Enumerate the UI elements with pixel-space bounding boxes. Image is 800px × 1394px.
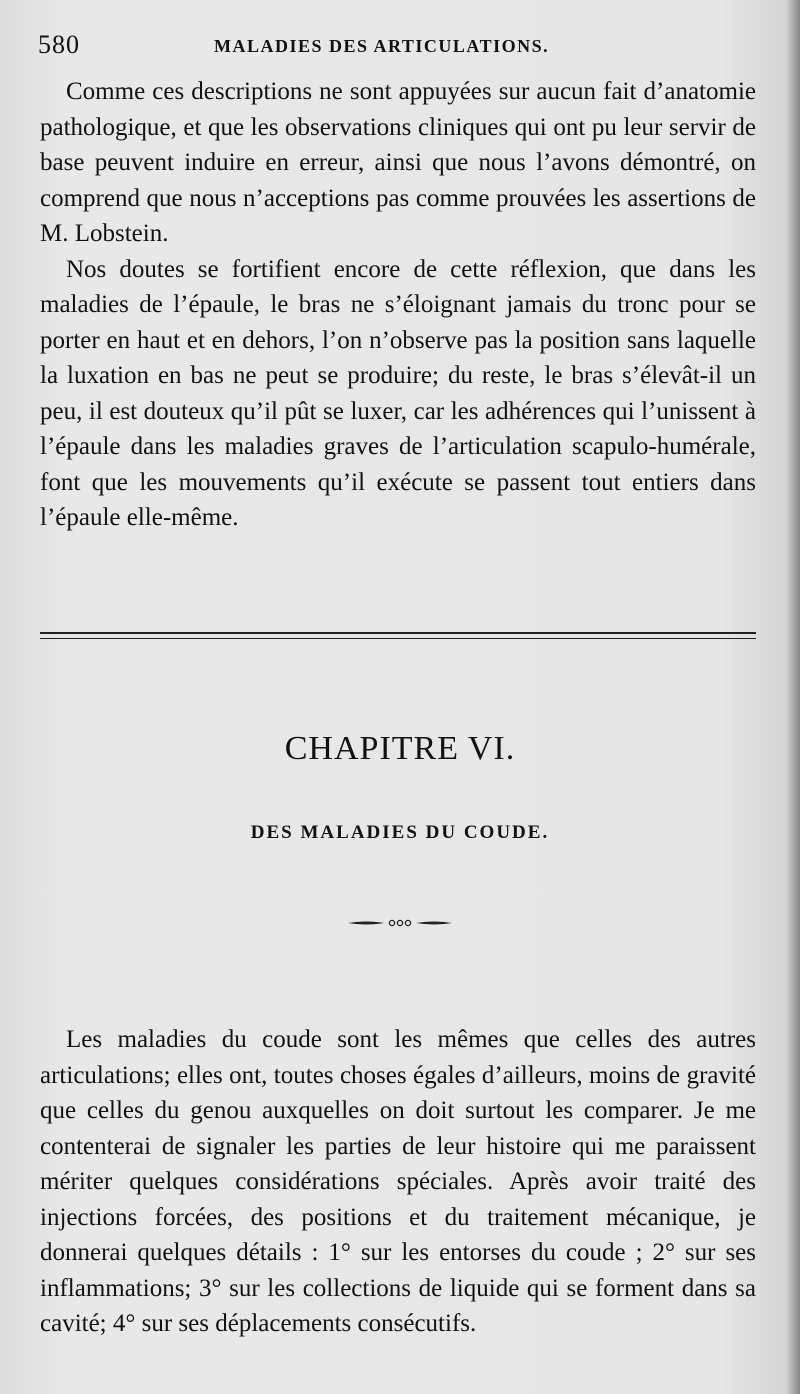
chapter-subtitle: DES MALADIES DU COUDE. bbox=[250, 822, 550, 843]
page-header bbox=[38, 30, 738, 64]
text-block-chapter-body bbox=[40, 1022, 756, 1342]
page-number: 580 bbox=[38, 30, 80, 59]
text-block-before-chapter bbox=[40, 74, 756, 536]
chapter-title: CHAPITRE VI. bbox=[284, 730, 516, 767]
running-title: MALADIES DES ARTICULATIONS. bbox=[214, 36, 550, 56]
page-edge-shadow bbox=[786, 0, 800, 1394]
paragraph: Comme ces descriptions ne sont appuyées sur aucun fait d’anatomie pathologique, et que les observations cliniques qui ont pu leur servir de base peuvent induire en erreur, ainsi que nous l’avons démontré, on comprend que nous n’acceptions pas comme prouvées les assertions de M. Lobstein. bbox=[40, 78, 756, 247]
chapter-divider-thick bbox=[40, 632, 756, 634]
ornament-icon bbox=[346, 918, 454, 928]
chapter-divider-thin bbox=[40, 638, 756, 639]
paragraph: Les maladies du coude sont les mêmes que celles des autres articulations; elles ont, toutes choses égales d’ailleurs, moins de gravité que celles du genou auxquelles on doit surtout les comparer. Je me contenterai de signaler les parties de leur histoire qui me paraissent mériter quelques considérations spéciales. Après avoir traité des injections forcées, des positions et du traitement mécanique, je donnerai quelques détails : 1° sur les entorses du coude ; 2° sur ses inflammations; 3° sur les collections de liquide qui se forment dans sa cavité; 4° sur ses déplacements consécutifs. bbox=[40, 1026, 756, 1337]
paragraph: Nos doutes se fortifient encore de cette réflexion, que dans les maladies de l’épaule, le bras ne s’éloignant jamais du tronc pour se porter en haut et en dehors, l’on n’observe pas la position sans laquelle la luxation en bas ne peut se produire; du reste, le bras s’élevât-il un peu, il est douteux qu’il pût se luxer, car les adhérences qui l’unissent à l’épaule dans les maladies graves de l’articulation scapulo-humérale, font que les mouvements qu’il exécute se passent tout entiers dans l’épaule elle-même. bbox=[40, 255, 756, 531]
